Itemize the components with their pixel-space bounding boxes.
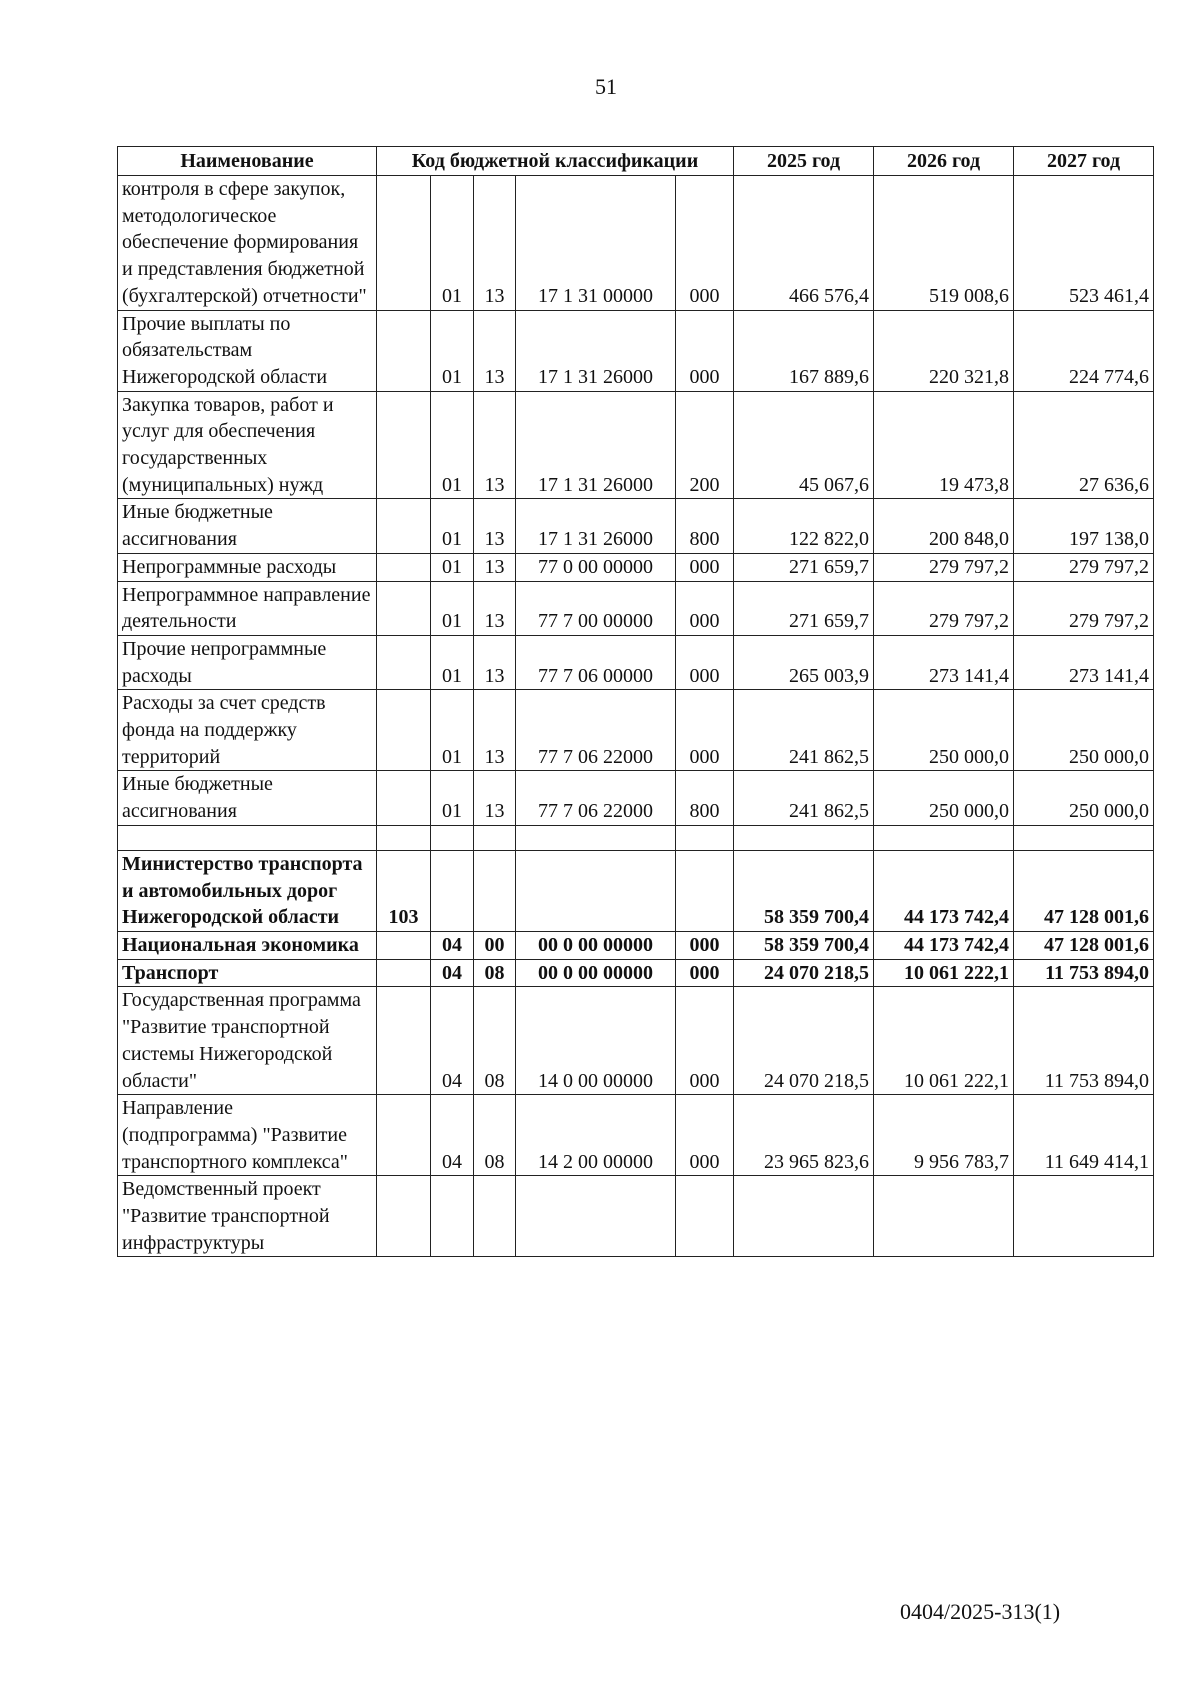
cell-expense-type xyxy=(676,825,734,850)
cell-expense-type: 000 xyxy=(676,690,734,771)
cell-expense-type xyxy=(676,850,734,931)
table-row xyxy=(118,771,1154,825)
cell-razdel: 04 xyxy=(431,987,474,1095)
table-row xyxy=(118,825,1154,850)
document-code: 0404/2025-313(1) xyxy=(900,1599,1061,1624)
cell-razdel: 01 xyxy=(431,581,474,635)
cell-razdel: 01 xyxy=(431,553,474,581)
cell-2025: 24 070 218,5 xyxy=(734,987,874,1095)
cell-glava xyxy=(377,825,431,850)
cell-razdel: 01 xyxy=(431,690,474,771)
cell-expense-type: 000 xyxy=(676,1095,734,1176)
cell-2027: 273 141,4 xyxy=(1014,635,1154,689)
cell-expense-type: 000 xyxy=(676,553,734,581)
table-body xyxy=(118,176,1154,1257)
cell-2025: 122 822,0 xyxy=(734,499,874,553)
cell-podrazdel: 08 xyxy=(474,959,516,987)
cell-2026: 19 473,8 xyxy=(874,391,1014,499)
table-row xyxy=(118,1095,1154,1176)
cell-razdel xyxy=(431,1176,474,1257)
table-row xyxy=(118,959,1154,987)
cell-expense-type: 200 xyxy=(676,391,734,499)
cell-podrazdel: 08 xyxy=(474,1095,516,1176)
cell-2025: 241 862,5 xyxy=(734,690,874,771)
cell-glava xyxy=(377,1095,431,1176)
cell-name: Государственная программа "Развитие транспортной системы Нижегородской области" xyxy=(118,987,377,1095)
cell-expense-type: 000 xyxy=(676,310,734,391)
cell-razdel: 01 xyxy=(431,771,474,825)
cell-target-article xyxy=(516,1176,676,1257)
cell-2026: 200 848,0 xyxy=(874,499,1014,553)
cell-2026: 9 956 783,7 xyxy=(874,1095,1014,1176)
cell-expense-type: 000 xyxy=(676,581,734,635)
cell-target-article: 17 1 31 26000 xyxy=(516,391,676,499)
cell-2027: 27 636,6 xyxy=(1014,391,1154,499)
cell-podrazdel: 13 xyxy=(474,176,516,311)
cell-expense-type xyxy=(676,1176,734,1257)
cell-name: Непрограммное направление деятельности xyxy=(118,581,377,635)
cell-glava xyxy=(377,635,431,689)
cell-2027: 47 128 001,6 xyxy=(1014,850,1154,931)
cell-target-article: 17 1 31 26000 xyxy=(516,310,676,391)
cell-name: Закупка товаров, работ и услуг для обеспечения государственных (муниципальных) нужд xyxy=(118,391,377,499)
cell-glava xyxy=(377,931,431,959)
cell-razdel: 01 xyxy=(431,499,474,553)
header-2025: 2025 год xyxy=(734,147,874,176)
cell-glava xyxy=(377,176,431,311)
page-number: 51 xyxy=(595,74,617,99)
cell-2027: 224 774,6 xyxy=(1014,310,1154,391)
cell-name: Национальная экономика xyxy=(118,931,377,959)
table-row xyxy=(118,987,1154,1095)
cell-2025: 58 359 700,4 xyxy=(734,850,874,931)
cell-expense-type: 000 xyxy=(676,959,734,987)
cell-2026: 220 321,8 xyxy=(874,310,1014,391)
cell-2025: 23 965 823,6 xyxy=(734,1095,874,1176)
budget-table xyxy=(117,146,1154,1257)
cell-2025: 241 862,5 xyxy=(734,771,874,825)
cell-podrazdel: 13 xyxy=(474,391,516,499)
cell-podrazdel: 13 xyxy=(474,581,516,635)
cell-name: Министерство транспорта и автомобильных дорог Нижегородской области xyxy=(118,850,377,931)
cell-podrazdel: 13 xyxy=(474,771,516,825)
cell-podrazdel: 13 xyxy=(474,310,516,391)
cell-2026: 279 797,2 xyxy=(874,553,1014,581)
cell-2026: 519 008,6 xyxy=(874,176,1014,311)
cell-name: Иные бюджетные ассигнования xyxy=(118,771,377,825)
cell-podrazdel xyxy=(474,850,516,931)
cell-razdel xyxy=(431,850,474,931)
cell-target-article: 17 1 31 26000 xyxy=(516,499,676,553)
cell-glava xyxy=(377,499,431,553)
cell-2026: 44 173 742,4 xyxy=(874,850,1014,931)
cell-2026: 44 173 742,4 xyxy=(874,931,1014,959)
cell-podrazdel: 08 xyxy=(474,987,516,1095)
cell-name xyxy=(118,825,377,850)
cell-name: Иные бюджетные ассигнования xyxy=(118,499,377,553)
cell-glava xyxy=(377,771,431,825)
cell-2026: 250 000,0 xyxy=(874,771,1014,825)
cell-expense-type: 000 xyxy=(676,176,734,311)
cell-podrazdel xyxy=(474,1176,516,1257)
table-row xyxy=(118,310,1154,391)
cell-podrazdel: 13 xyxy=(474,635,516,689)
cell-glava xyxy=(377,553,431,581)
cell-razdel: 04 xyxy=(431,1095,474,1176)
table-row xyxy=(118,391,1154,499)
cell-target-article: 77 7 06 22000 xyxy=(516,771,676,825)
header-name: Наименование xyxy=(118,147,377,176)
header-2026: 2026 год xyxy=(874,147,1014,176)
cell-target-article: 77 0 00 00000 xyxy=(516,553,676,581)
table-row xyxy=(118,581,1154,635)
cell-expense-type: 800 xyxy=(676,771,734,825)
cell-target-article: 14 2 00 00000 xyxy=(516,1095,676,1176)
cell-target-article: 14 0 00 00000 xyxy=(516,987,676,1095)
cell-razdel: 01 xyxy=(431,176,474,311)
cell-razdel: 01 xyxy=(431,391,474,499)
cell-2026 xyxy=(874,825,1014,850)
cell-name: Расходы за счет средств фонда на поддержку территорий xyxy=(118,690,377,771)
cell-expense-type: 000 xyxy=(676,931,734,959)
cell-razdel: 01 xyxy=(431,635,474,689)
table-row xyxy=(118,850,1154,931)
cell-2025: 271 659,7 xyxy=(734,581,874,635)
cell-target-article: 77 7 06 22000 xyxy=(516,690,676,771)
cell-2027 xyxy=(1014,1176,1154,1257)
cell-glava xyxy=(377,391,431,499)
cell-razdel: 04 xyxy=(431,931,474,959)
cell-2027: 11 649 414,1 xyxy=(1014,1095,1154,1176)
cell-2025: 45 067,6 xyxy=(734,391,874,499)
cell-glava xyxy=(377,310,431,391)
cell-2027: 250 000,0 xyxy=(1014,690,1154,771)
cell-podrazdel: 13 xyxy=(474,553,516,581)
cell-razdel: 04 xyxy=(431,959,474,987)
cell-2025 xyxy=(734,1176,874,1257)
table-row xyxy=(118,635,1154,689)
cell-glava xyxy=(377,959,431,987)
cell-name: Прочие непрограммные расходы xyxy=(118,635,377,689)
cell-target-article: 77 7 00 00000 xyxy=(516,581,676,635)
cell-expense-type: 800 xyxy=(676,499,734,553)
cell-2025: 24 070 218,5 xyxy=(734,959,874,987)
cell-name: Прочие выплаты по обязательствам Нижегородской области xyxy=(118,310,377,391)
cell-razdel xyxy=(431,825,474,850)
table-row xyxy=(118,499,1154,553)
cell-name: Транспорт xyxy=(118,959,377,987)
cell-2026: 250 000,0 xyxy=(874,690,1014,771)
cell-target-article: 00 0 00 00000 xyxy=(516,959,676,987)
cell-expense-type: 000 xyxy=(676,635,734,689)
cell-name: Ведомственный проект "Развитие транспортной инфраструктуры xyxy=(118,1176,377,1257)
cell-name: Непрограммные расходы xyxy=(118,553,377,581)
cell-2026: 279 797,2 xyxy=(874,581,1014,635)
cell-glava xyxy=(377,987,431,1095)
cell-glava: 103 xyxy=(377,850,431,931)
cell-razdel: 01 xyxy=(431,310,474,391)
cell-2027: 279 797,2 xyxy=(1014,553,1154,581)
cell-2026: 10 061 222,1 xyxy=(874,987,1014,1095)
cell-2025: 167 889,6 xyxy=(734,310,874,391)
cell-podrazdel: 13 xyxy=(474,690,516,771)
cell-glava xyxy=(377,581,431,635)
cell-2027: 11 753 894,0 xyxy=(1014,959,1154,987)
cell-name: контроля в сфере закупок, методологическое обеспечение формирования и представления бюджетной (бухгалтерской) отчетности" xyxy=(118,176,377,311)
cell-2027: 279 797,2 xyxy=(1014,581,1154,635)
header-code: Код бюджетной классификации xyxy=(377,147,734,176)
cell-target-article: 77 7 06 00000 xyxy=(516,635,676,689)
cell-2027: 197 138,0 xyxy=(1014,499,1154,553)
cell-glava xyxy=(377,690,431,771)
cell-2027: 250 000,0 xyxy=(1014,771,1154,825)
table-row xyxy=(118,176,1154,311)
cell-2026: 10 061 222,1 xyxy=(874,959,1014,987)
cell-podrazdel: 00 xyxy=(474,931,516,959)
cell-podrazdel: 13 xyxy=(474,499,516,553)
header-2027: 2027 год xyxy=(1014,147,1154,176)
table-row xyxy=(118,931,1154,959)
table-row xyxy=(118,690,1154,771)
cell-target-article: 00 0 00 00000 xyxy=(516,931,676,959)
cell-2027: 523 461,4 xyxy=(1014,176,1154,311)
cell-glava xyxy=(377,1176,431,1257)
cell-target-article: 17 1 31 00000 xyxy=(516,176,676,311)
cell-name: Направление (подпрограмма) "Развитие транспортного комплекса" xyxy=(118,1095,377,1176)
table-header-row xyxy=(118,147,1154,176)
cell-target-article xyxy=(516,850,676,931)
cell-podrazdel xyxy=(474,825,516,850)
cell-2025: 271 659,7 xyxy=(734,553,874,581)
cell-2025: 265 003,9 xyxy=(734,635,874,689)
cell-expense-type: 000 xyxy=(676,987,734,1095)
cell-2027 xyxy=(1014,825,1154,850)
cell-target-article xyxy=(516,825,676,850)
cell-2026 xyxy=(874,1176,1014,1257)
cell-2025: 58 359 700,4 xyxy=(734,931,874,959)
table-row xyxy=(118,1176,1154,1257)
cell-2025 xyxy=(734,825,874,850)
cell-2027: 11 753 894,0 xyxy=(1014,987,1154,1095)
cell-2026: 273 141,4 xyxy=(874,635,1014,689)
table-row xyxy=(118,553,1154,581)
cell-2025: 466 576,4 xyxy=(734,176,874,311)
cell-2027: 47 128 001,6 xyxy=(1014,931,1154,959)
